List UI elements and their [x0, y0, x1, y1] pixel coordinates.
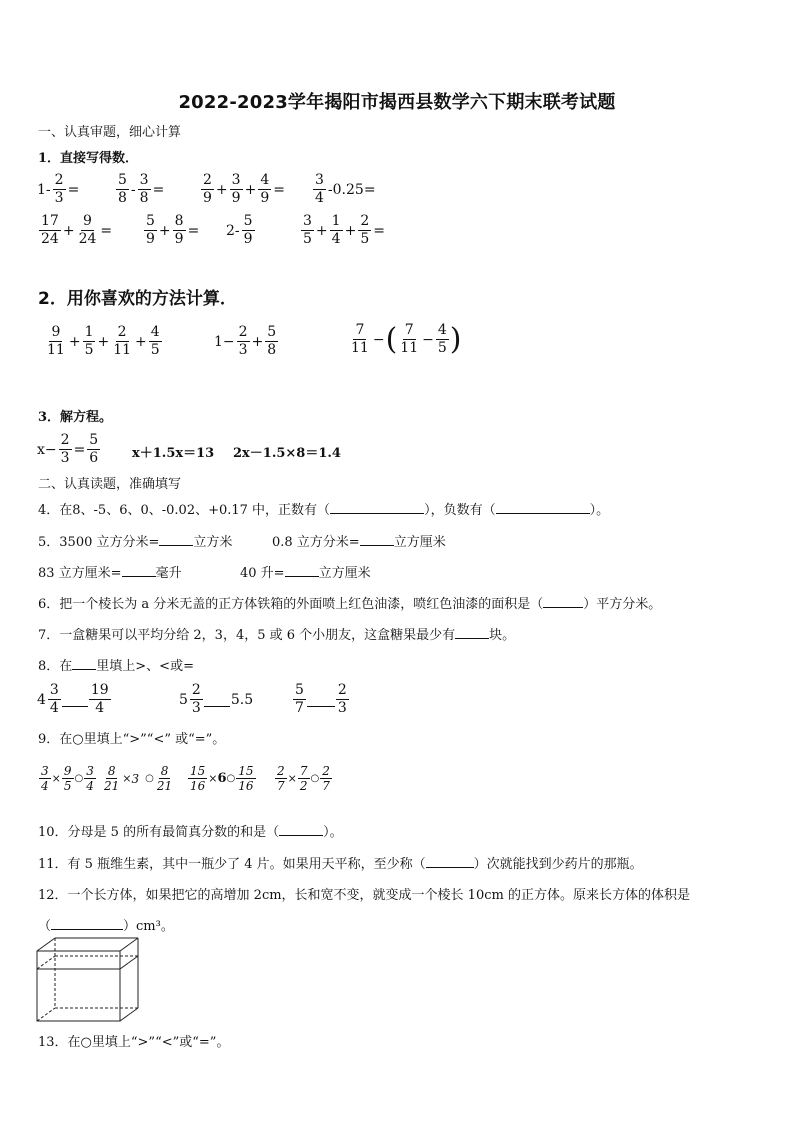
q8-e3: $\frac{5}{7}$ $\frac{2}{3}$	[295, 682, 347, 716]
q11-blank[interactable]	[426, 855, 474, 868]
q12-blank[interactable]	[51, 917, 123, 930]
q4-blank-negative[interactable]	[496, 501, 590, 514]
q8-blank-3[interactable]	[307, 692, 335, 707]
q4-blank-positive[interactable]	[330, 501, 424, 514]
section-1-heading: 一、认真审题，细心计算	[38, 125, 182, 140]
q3-e1: x− $\frac{2}{3}$ = $\frac{5}{6}$	[37, 432, 99, 466]
q2-heading: 2．用你喜欢的方法计算．	[38, 289, 237, 309]
q9-e1: $\frac{3}{4}$ × $\frac{9}{5}$ ○ $\frac{3}{4}$	[41, 764, 94, 793]
q1-heading: 1．直接写得数．	[38, 151, 139, 166]
q11: 11．有 5 瓶维生素，其中一瓶少了 4 片。如果用天平称，至少称（ ）次就能找到少药片的那瓶。	[38, 857, 643, 872]
q1-r2-e1: $\frac{17}{24}$ + $\frac{9}{24}$ =	[41, 213, 113, 247]
q9-circle-3[interactable]: ○	[226, 772, 236, 784]
q12-line1: 12．一个长方体，如果把它的高增加 2cm，长和宽不变，就变成一个棱长 10cm 的正方体。原来长方体的体积是	[38, 888, 690, 903]
q9-circle-2[interactable]: ○	[145, 772, 154, 784]
q2-e1: $\frac{9}{11}$ + $\frac{1}{5}$ + $\frac{2}{11}$ + $\frac{4}{5}$	[47, 324, 160, 358]
q10-blank[interactable]	[279, 823, 323, 836]
q1-r2-e4: $\frac{3}{5}$ + $\frac{1}{4}$ + $\frac{2}{5}$ =	[303, 213, 385, 247]
page-title: 2022-2023学年揭阳市揭西县数学六下期末联考试题	[178, 92, 616, 113]
q3-e3: 2x－1.5×8＝1.4	[233, 446, 341, 461]
q8-heading: 8．在 里填上>、<或=	[38, 659, 194, 674]
q4: 4．在8、-5、6、0、-0.02、+0.17 中，正数有（ ），负数有（ ）。	[38, 503, 610, 518]
q2-e2: 1− $\frac{2}{3}$ + $\frac{5}{8}$	[214, 324, 277, 358]
q9-circle-4[interactable]: ○	[310, 772, 320, 784]
q5-line1a: 5．3500 立方分米= 立方米	[38, 535, 233, 550]
q6: 6．把一个棱长为 a 分米无盖的正方体铁箱的外面喷上红色油漆，喷红色油漆的面积是（ ）平方分米。	[38, 597, 662, 612]
q5-line1b: 0.8 立方分米= 立方厘米	[272, 535, 446, 550]
q8-blank-2[interactable]	[204, 692, 230, 707]
q9-e3: $\frac{15}{16}$ × 6 ○ $\frac{15}{16}$	[190, 764, 254, 793]
q8-e2: 5 $\frac{2}{3}$ 5.5	[179, 682, 254, 716]
q5-line2b: 40 升= 立方厘米	[240, 566, 371, 581]
q9-e2: $\frac{8}{21}$ × 3 ○ $\frac{8}{21}$	[104, 764, 173, 793]
q3-heading: 3．解方程。	[38, 410, 113, 425]
q5-blank-4[interactable]	[285, 564, 319, 577]
q5-line2a: 83 立方厘米= 毫升	[38, 566, 182, 581]
q9-circle-1[interactable]: ○	[74, 772, 84, 784]
q1-r2-e3: 2- $\frac{5}{9}$	[226, 213, 253, 247]
q2-e3: $\frac{7}{11}$ − ( $\frac{7}{11}$ − $\frac{4}{5}$ )	[351, 321, 462, 357]
q1-r1-e1: 1- $\frac{2}{3}$ =	[37, 172, 80, 206]
q6-blank[interactable]	[543, 595, 583, 608]
cuboid-figure	[36, 937, 140, 1023]
q8-blank-1[interactable]	[62, 692, 88, 707]
q7: 7．一盒糖果可以平均分给 2，3，4，5 或 6 个小朋友，这盒糖果最少有 块。	[38, 628, 516, 643]
q9-heading: 9．在○里填上“>”“<” 或“=”。	[38, 732, 226, 747]
q9-e4: $\frac{2}{7}$ × $\frac{7}{2}$ ○ $\frac{2}{7}$	[277, 764, 330, 793]
section-2-heading: 二、认真读题，准确填写	[38, 477, 182, 492]
q7-blank[interactable]	[455, 626, 489, 639]
q5-blank-3[interactable]	[122, 564, 156, 577]
q1-r2-e2: $\frac{5}{9}$ + $\frac{8}{9}$ =	[146, 213, 200, 247]
q1-r1-e3: $\frac{2}{9}$ + $\frac{3}{9}$ + $\frac{4}{9}$ =	[203, 172, 285, 206]
q10: 10．分母是 5 的所有最简真分数的和是（ ）。	[38, 825, 343, 840]
q3-e2: x＋1.5x＝13	[132, 446, 215, 461]
q1-r1-e4: $\frac{3}{4}$ -0.25=	[315, 172, 376, 206]
q5-blank-2[interactable]	[360, 533, 394, 546]
q12-line2: （ ）cm³。	[38, 919, 174, 934]
q13-heading: 13．在○里填上“>”“<”或“=”。	[38, 1035, 230, 1050]
q8-e1: 4 $\frac{3}{4}$ $\frac{19}{4}$	[37, 682, 109, 716]
q1-r1-e2: $\frac{5}{8}$ - $\frac{3}{8}$ =	[118, 172, 165, 206]
q5-blank-1[interactable]	[159, 533, 193, 546]
